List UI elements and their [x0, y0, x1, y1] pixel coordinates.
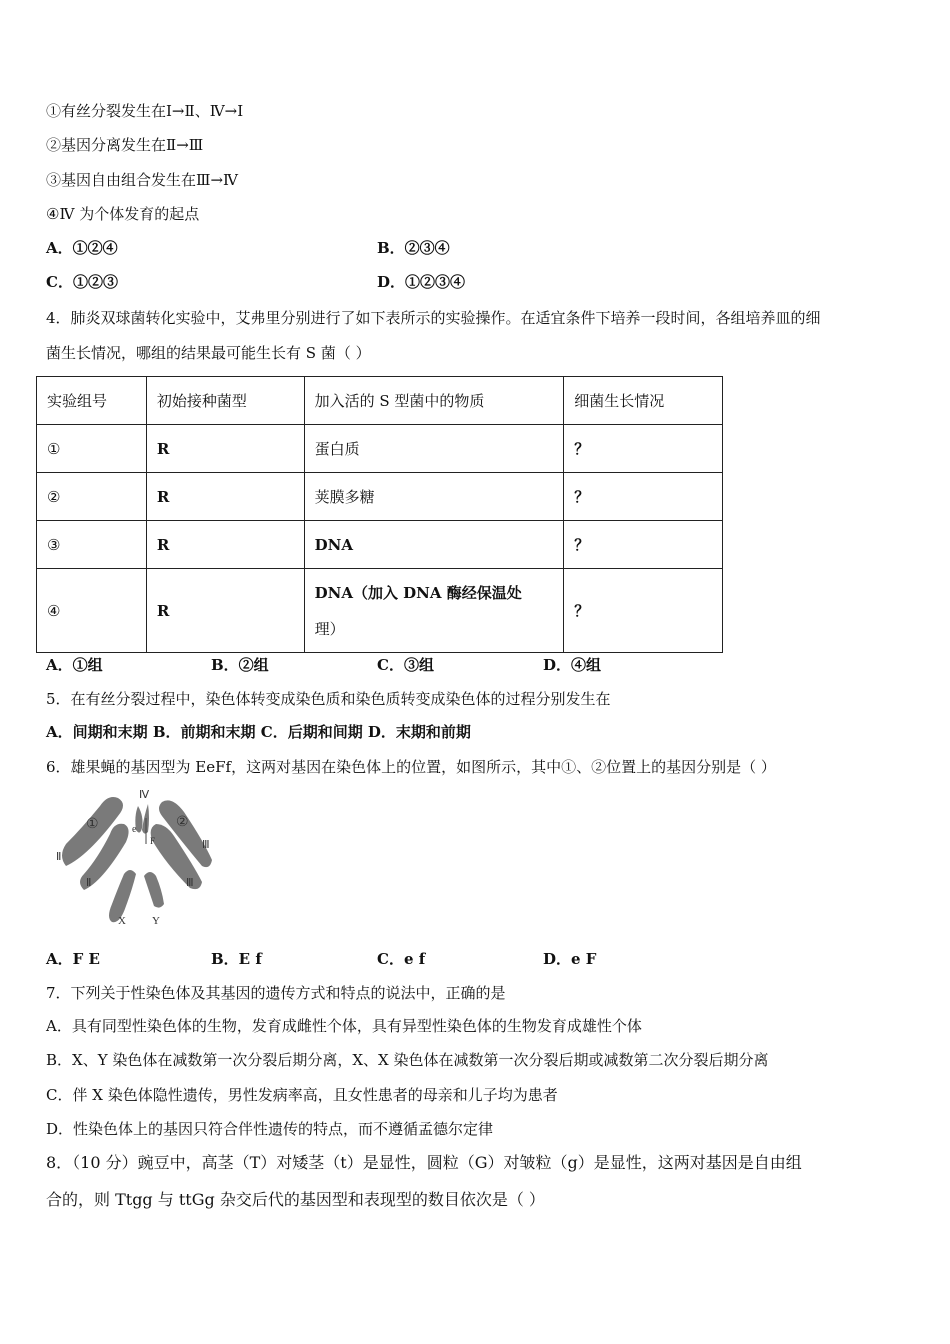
q4-stem-line2: 菌生长情况，哪组的结果最可能生长有 S 菌（ ） — [46, 344, 371, 362]
label-x: X — [118, 915, 126, 926]
q6-option-c: C．e f — [377, 950, 426, 968]
cell-group: ④ — [37, 569, 147, 653]
q7-option-d: D．性染色体上的基因只符合伴性遗传的特点，而不遵循孟德尔定律 — [46, 1120, 494, 1138]
q5-options: A．间期和末期 B．前期和末期 C．后期和间期 D．末期和前期 — [46, 723, 471, 741]
chromosome-y — [144, 872, 164, 908]
q4-option-c: C．③组 — [377, 656, 434, 674]
header-group: 实验组号 — [37, 377, 147, 425]
q3-option-a: A．①②④ — [46, 239, 118, 257]
q3-option-b: B．②③④ — [377, 239, 450, 257]
q6-option-a: A．F E — [46, 950, 100, 968]
label-iii-bottom: Ⅲ — [186, 877, 194, 889]
q3-option-d: D．①②③④ — [377, 273, 466, 291]
experiment-table — [36, 376, 723, 653]
q3-option-c: C．①②③ — [46, 273, 118, 291]
table-row — [37, 521, 723, 569]
q5-stem: 5．在有丝分裂过程中，染色体转变成染色质和染色质转变成染色体的过程分别发生在 — [46, 690, 611, 708]
table-row — [37, 569, 723, 653]
q4-option-b: B．②组 — [211, 656, 269, 674]
q4-option-d: D．④组 — [543, 656, 602, 674]
label-circle-2: ② — [176, 815, 189, 830]
statement-3: ③基因自由组合发生在Ⅲ→Ⅳ — [46, 171, 239, 189]
statement-2: ②基因分离发生在Ⅱ→Ⅲ — [46, 136, 204, 154]
table-row — [37, 473, 723, 521]
q7-option-b: B．X、Y 染色体在减数第一次分裂后期分离，X、X 染色体在减数第一次分裂后期或减数第二次分裂后期分离 — [46, 1051, 769, 1069]
label-gene-e: e — [132, 824, 137, 835]
label-iii-right: Ⅲ — [202, 839, 210, 851]
cell-substance: DNA — [304, 521, 564, 569]
cell-growth: ？ — [564, 569, 723, 653]
statement-1: ①有丝分裂发生在Ⅰ→Ⅱ、Ⅳ→Ⅰ — [46, 102, 244, 120]
q7-stem: 7．下列关于性染色体及其基因的遗传方式和特点的说法中，正确的是 — [46, 984, 506, 1002]
q4-stem-line1: 4．肺炎双球菌转化实验中，艾弗里分别进行了如下表所示的实验操作。在适宜条件下培养一段时间，各组培养皿的细 — [46, 309, 821, 327]
cell-substance: 荚膜多糖 — [304, 473, 564, 521]
label-iv: Ⅳ — [139, 789, 150, 801]
substance-line1: DNA（加入 DNA 酶经保温处 — [314, 583, 522, 602]
q4-option-a: A．①组 — [46, 656, 103, 674]
cell-growth: ？ — [564, 425, 723, 473]
cell-substance — [304, 569, 564, 653]
cell-substance: 蛋白质 — [304, 425, 564, 473]
label-circle-1: ① — [86, 817, 99, 832]
cell-strain: R — [146, 473, 304, 521]
q6-option-b: B．E f — [211, 950, 262, 968]
header-growth: 细菌生长情况 — [564, 377, 723, 425]
cell-growth: ？ — [564, 473, 723, 521]
label-gene-f: F — [150, 836, 156, 846]
cell-group: ① — [37, 425, 147, 473]
cell-strain: R — [146, 425, 304, 473]
q8-stem-line1: 8．（10 分）豌豆中，高茎（T）对矮茎（t）是显性，圆粒（G）对皱粒（g）是显性，这两对基因是自由组 — [46, 1153, 802, 1172]
q7-option-c: C．伴 X 染色体隐性遗传，男性发病率高，且女性患者的母亲和儿子均为患者 — [46, 1086, 558, 1104]
cell-group: ② — [37, 473, 147, 521]
chromosome-diagram — [52, 786, 222, 926]
substance-line2: 理） — [314, 619, 345, 638]
q6-stem: 6．雄果蝇的基因型为 EeFf，这两对基因在染色体上的位置，如图所示，其中①、②位置上的基因分别是（ ） — [46, 758, 776, 776]
cell-group: ③ — [37, 521, 147, 569]
table-row — [37, 425, 723, 473]
cell-strain: R — [146, 569, 304, 653]
header-substance: 加入活的 S 型菌中的物质 — [304, 377, 564, 425]
q8-stem-line2: 合的，则 Ttgg 与 ttGg 杂交后代的基因型和表现型的数目依次是（ ） — [46, 1190, 545, 1209]
label-ii-bottom: Ⅱ — [86, 877, 92, 889]
statement-4: ④Ⅳ 为个体发育的起点 — [46, 205, 200, 223]
label-y: Y — [152, 915, 160, 926]
q6-option-d: D．e F — [543, 950, 597, 968]
cell-strain: R — [146, 521, 304, 569]
header-strain: 初始接种菌型 — [146, 377, 304, 425]
table-header-row — [37, 377, 723, 425]
q7-option-a: A．具有同型性染色体的生物，发育成雌性个体，具有异型性染色体的生物发育成雄性个体 — [46, 1017, 642, 1035]
label-ii-left: Ⅱ — [56, 851, 62, 863]
cell-growth: ？ — [564, 521, 723, 569]
